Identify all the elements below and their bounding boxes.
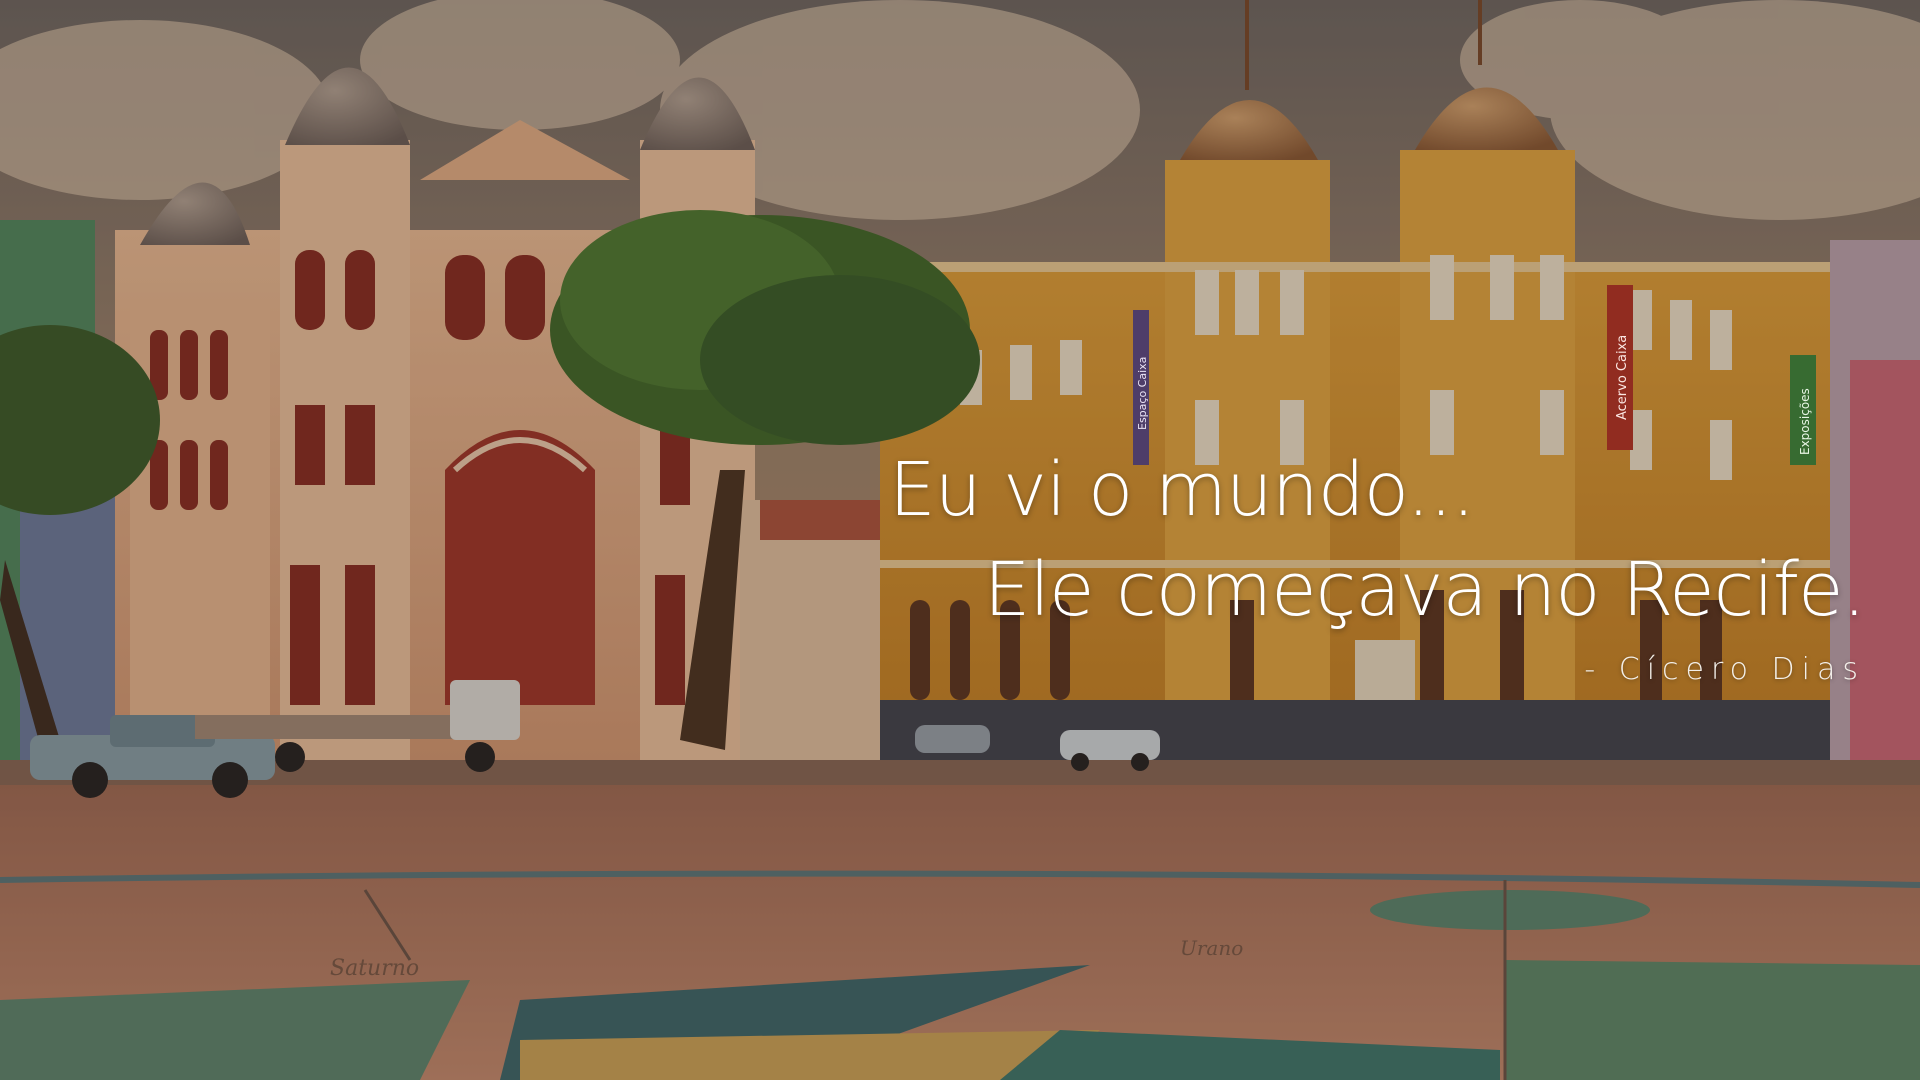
banner-exposicoes: Exposições <box>1798 388 1812 455</box>
ground-text-left: Saturno <box>330 956 420 981</box>
small-building <box>740 500 890 770</box>
ground-text-right: Urano <box>1180 936 1244 960</box>
quote-block <box>885 440 1865 687</box>
banner-espaco-caixa: Espaço Caixa <box>1136 356 1149 430</box>
quote-line-2: Ele começava no Recife. <box>983 547 1865 633</box>
quote-line-1: Eu vi o mundo... <box>889 447 1475 533</box>
quote-author: - Cícero Dias <box>1584 652 1865 687</box>
banner-acervo-caixa: Acervo Caixa <box>1615 334 1630 420</box>
